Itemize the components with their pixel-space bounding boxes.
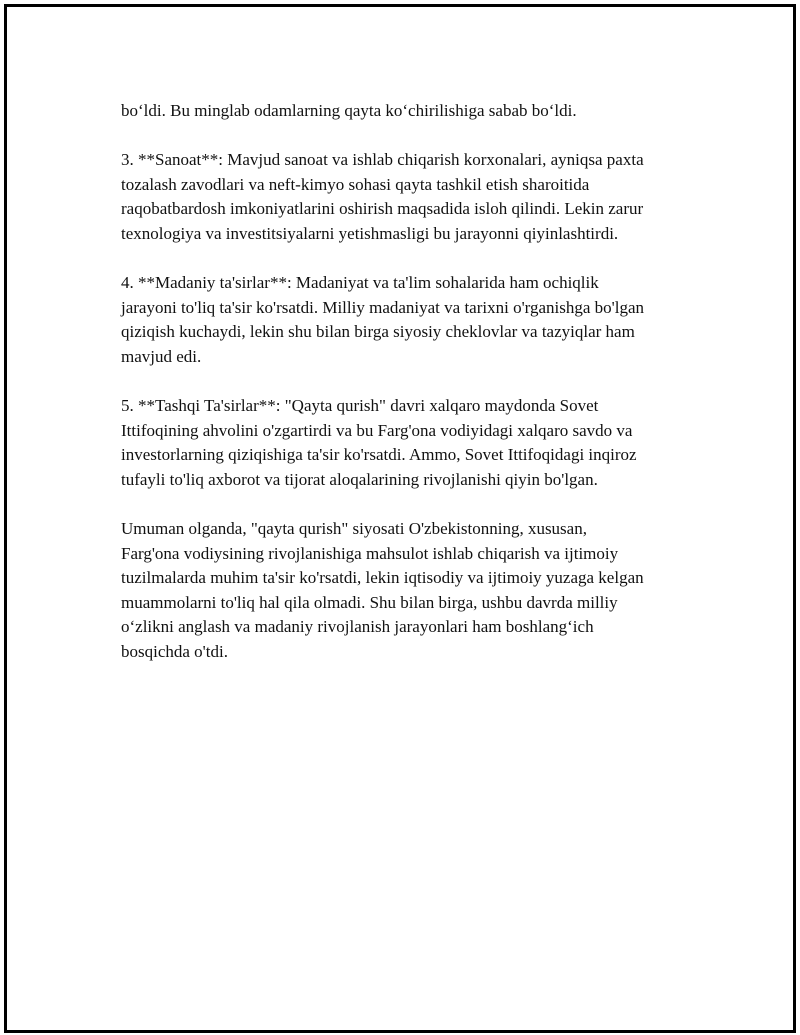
text-line: 3. **Sanoat**: Mavjud sanoat va ishlab chiqarish korxonalari, ayniqsa paxta [121,150,644,170]
paragraph-conclusion [121,517,701,665]
paragraph-madaniy-tasirlar [121,271,701,369]
text-line: investorlarning qiziqishiga ta'sir ko'rsatdi. Ammo, Sovet Ittifoqidagi inqiroz [121,445,637,465]
text-line: bosqichda o'tdi. [121,642,228,662]
document-body [121,99,701,689]
paragraph-continuation [121,99,701,124]
text-line: jarayoni to'liq ta'sir ko'rsatdi. Milliy madaniyat va tarixni o'rganishga bo'lgan [121,297,645,317]
document-page [4,4,796,1033]
text-line: bo‘ldi. Bu minglab odamlarning qayta ko‘chirilishiga sabab bo‘ldi. [121,101,577,120]
text-line: raqobatbardosh imkoniyatlarini oshirish maqsadida isloh qilindi. Lekin zarur [121,199,644,219]
paragraph-sanoat [121,148,701,246]
text-line: 4. **Madaniy ta'sirlar**: Madaniyat va ta'lim sohalarida ham ochiqlik [121,273,599,293]
text-line: texnologiya va investitsiyalarni yetishmasligi bu jarayonni qiyinlashtirdi. [121,223,619,243]
text-line: 5. **Tashqi Ta'sirlar**: "Qayta qurish" davri xalqaro maydonda Sovet [121,396,599,416]
text-line: Ittifoqining ahvolini o'zgartirdi va bu Farg'ona vodiyidagi xalqaro savdo va [121,420,633,440]
text-line: Farg'ona vodiysining rivojlanishiga mahsulot ishlab chiqarish va ijtimoiy [121,543,619,563]
text-line: qiziqish kuchaydi, lekin shu bilan birga siyosiy cheklovlar va tazyiqlar ham [121,322,635,342]
text-line: Umuman olganda, "qayta qurish" siyosati O'zbekistonning, xususan, [121,519,587,539]
text-line: mavjud edi. [121,346,202,366]
paragraph-tashqi-tasirlar [121,394,701,492]
text-line: o‘zlikni anglash va madaniy rivojlanish jarayonlari ham boshlang‘ich [121,617,594,637]
text-line: tozalash zavodlari va neft-kimyo sohasi qayta tashkil etish sharoitida [121,174,590,194]
text-line: tufayli to'liq axborot va tijorat aloqalarining rivojlanishi qiyin bo'lgan. [121,469,598,489]
text-line: muammolarni to'liq hal qila olmadi. Shu bilan birga, ushbu davrda milliy [121,592,618,612]
text-line: tuzilmalarda muhim ta'sir ko'rsatdi, lekin iqtisodiy va ijtimoiy yuzaga kelgan [121,568,644,588]
